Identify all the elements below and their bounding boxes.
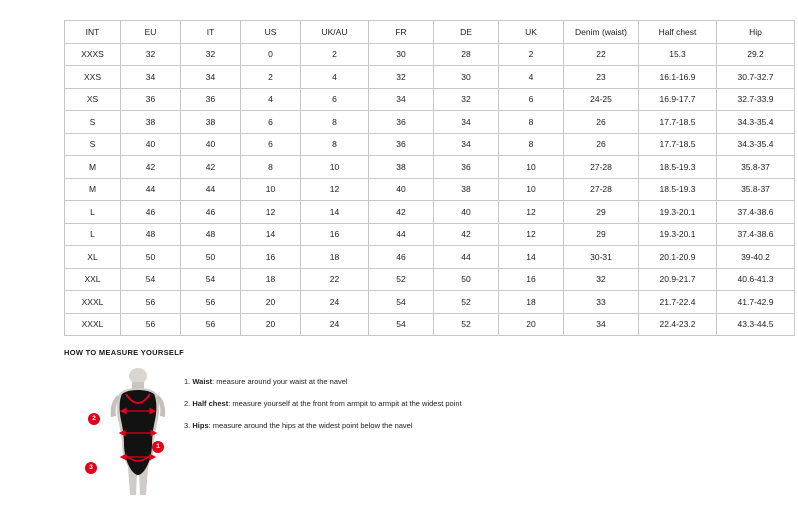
- table-cell: XXXL: [65, 313, 121, 336]
- table-row: [65, 246, 795, 269]
- table-cell: 16: [499, 268, 564, 291]
- table-cell: 40.6-41.3: [717, 268, 795, 291]
- table-cell: 16.1-16.9: [639, 66, 717, 89]
- column-header: EU: [121, 21, 181, 44]
- table-cell: 34: [434, 133, 499, 156]
- table-cell: 26: [564, 111, 639, 134]
- table-cell: XS: [65, 88, 121, 111]
- table-row: [65, 88, 795, 111]
- table-cell: 34: [434, 111, 499, 134]
- badge-hips: 3: [85, 462, 97, 474]
- column-header: Hip: [717, 21, 795, 44]
- table-cell: 38: [121, 111, 181, 134]
- table-cell: L: [65, 223, 121, 246]
- table-cell: 18: [499, 291, 564, 314]
- table-cell: 20: [241, 291, 301, 314]
- table-cell: 32: [181, 43, 241, 66]
- table-cell: 30.7-32.7: [717, 66, 795, 89]
- table-row: [65, 66, 795, 89]
- table-cell: 10: [241, 178, 301, 201]
- table-cell: 50: [121, 246, 181, 269]
- step-text: : measure around your waist at the navel: [212, 377, 348, 386]
- table-cell: XXL: [65, 268, 121, 291]
- table-cell: 39-40.2: [717, 246, 795, 269]
- column-header: Half chest: [639, 21, 717, 44]
- table-cell: 35.8-37: [717, 156, 795, 179]
- table-cell: 8: [499, 111, 564, 134]
- column-header: INT: [65, 21, 121, 44]
- table-cell: 52: [369, 268, 434, 291]
- table-cell: 34.3-35.4: [717, 133, 795, 156]
- table-cell: 24: [301, 313, 369, 336]
- table-cell: 30: [369, 43, 434, 66]
- table-cell: XXXS: [65, 43, 121, 66]
- column-header: FR: [369, 21, 434, 44]
- table-cell: 17.7-18.5: [639, 133, 717, 156]
- step-number: 1.: [184, 377, 191, 386]
- table-cell: 19.3-20.1: [639, 223, 717, 246]
- table-cell: 46: [369, 246, 434, 269]
- table-cell: 27-28: [564, 178, 639, 201]
- figure-column: [64, 365, 184, 505]
- table-cell: 32.7-33.9: [717, 88, 795, 111]
- table-cell: 15.3: [639, 43, 717, 66]
- table-cell: 56: [181, 313, 241, 336]
- table-cell: 14: [499, 246, 564, 269]
- table-cell: 20: [499, 313, 564, 336]
- table-cell: 14: [241, 223, 301, 246]
- table-cell: 40: [181, 133, 241, 156]
- table-row: [65, 201, 795, 224]
- table-cell: 40: [434, 201, 499, 224]
- table-cell: 36: [369, 133, 434, 156]
- table-cell: 38: [369, 156, 434, 179]
- column-header: IT: [181, 21, 241, 44]
- column-header: Denim (waist): [564, 21, 639, 44]
- table-cell: 4: [241, 88, 301, 111]
- table-cell: 18.5-19.3: [639, 156, 717, 179]
- table-cell: 34: [181, 66, 241, 89]
- table-cell: 4: [301, 66, 369, 89]
- column-header: UK/AU: [301, 21, 369, 44]
- table-cell: 36: [181, 88, 241, 111]
- table-cell: 2: [499, 43, 564, 66]
- table-cell: 54: [369, 313, 434, 336]
- step-text: : measure around the hips at the widest point below the navel: [208, 421, 413, 431]
- table-cell: 56: [121, 291, 181, 314]
- table-cell: 12: [241, 201, 301, 224]
- step-number: 2.: [184, 399, 191, 409]
- measure-body: [64, 365, 734, 505]
- table-cell: 44: [181, 178, 241, 201]
- table-cell: 8: [301, 133, 369, 156]
- table-cell: XL: [65, 246, 121, 269]
- table-cell: 8: [241, 156, 301, 179]
- badge-half-chest: 2: [88, 413, 100, 425]
- table-cell: 32: [369, 66, 434, 89]
- table-cell: 21.7-22.4: [639, 291, 717, 314]
- table-cell: 16.9-17.7: [639, 88, 717, 111]
- table-row: [65, 268, 795, 291]
- table-cell: 20.9-21.7: [639, 268, 717, 291]
- column-header: US: [241, 21, 301, 44]
- table-cell: 40: [121, 133, 181, 156]
- table-cell: 43.3-44.5: [717, 313, 795, 336]
- table-cell: 22.4-23.2: [639, 313, 717, 336]
- table-cell: 24: [301, 291, 369, 314]
- table-cell: 26: [564, 133, 639, 156]
- table-cell: 42: [121, 156, 181, 179]
- table-cell: 54: [121, 268, 181, 291]
- table-cell: 12: [499, 223, 564, 246]
- table-cell: 29: [564, 201, 639, 224]
- step-term: Half chest: [192, 399, 229, 409]
- table-cell: 35.8-37: [717, 178, 795, 201]
- table-cell: 33: [564, 291, 639, 314]
- table-cell: 18: [301, 246, 369, 269]
- table-row: [65, 223, 795, 246]
- table-cell: 48: [121, 223, 181, 246]
- table-cell: 48: [181, 223, 241, 246]
- table-cell: 28: [434, 43, 499, 66]
- table-row: [65, 111, 795, 134]
- measure-step: [184, 377, 734, 387]
- table-row: [65, 43, 795, 66]
- table-cell: XXS: [65, 66, 121, 89]
- table-cell: 38: [434, 178, 499, 201]
- table-cell: M: [65, 178, 121, 201]
- table-cell: 18: [241, 268, 301, 291]
- mannequin-illustration: [98, 367, 178, 502]
- table-cell: 18.5-19.3: [639, 178, 717, 201]
- table-cell: 50: [181, 246, 241, 269]
- table-cell: 16: [241, 246, 301, 269]
- table-cell: 14: [301, 201, 369, 224]
- table-cell: 10: [499, 178, 564, 201]
- measure-step: [184, 421, 734, 431]
- table-cell: 30-31: [564, 246, 639, 269]
- table-cell: 22: [564, 43, 639, 66]
- measure-step: [184, 399, 734, 409]
- table-cell: 12: [499, 201, 564, 224]
- table-cell: 54: [369, 291, 434, 314]
- table-cell: 12: [301, 178, 369, 201]
- table-cell: 32: [564, 268, 639, 291]
- table-cell: 29.2: [717, 43, 795, 66]
- table-cell: 42: [181, 156, 241, 179]
- step-number: 3.: [184, 421, 191, 431]
- table-cell: 38: [181, 111, 241, 134]
- table-cell: 34: [121, 66, 181, 89]
- table-cell: 22: [301, 268, 369, 291]
- table-cell: 44: [434, 246, 499, 269]
- table-cell: 10: [301, 156, 369, 179]
- column-header: DE: [434, 21, 499, 44]
- table-cell: 10: [499, 156, 564, 179]
- table-cell: 46: [121, 201, 181, 224]
- badge-waist: 1: [152, 441, 164, 453]
- table-cell: 52: [434, 291, 499, 314]
- measure-steps: [184, 365, 734, 443]
- table-row: [65, 178, 795, 201]
- table-cell: 4: [499, 66, 564, 89]
- table-cell: 41.7-42.9: [717, 291, 795, 314]
- table-cell: 44: [121, 178, 181, 201]
- step-term: Waist: [192, 377, 213, 386]
- table-cell: 56: [181, 291, 241, 314]
- table-cell: 32: [434, 88, 499, 111]
- table-cell: 8: [301, 111, 369, 134]
- table-row: [65, 156, 795, 179]
- table-cell: 6: [301, 88, 369, 111]
- table-cell: 37.4-38.6: [717, 223, 795, 246]
- table-cell: 19.3-20.1: [639, 201, 717, 224]
- table-cell: 34.3-35.4: [717, 111, 795, 134]
- table-cell: 20: [241, 313, 301, 336]
- table-cell: 6: [499, 88, 564, 111]
- table-cell: M: [65, 156, 121, 179]
- table-row: [65, 291, 795, 314]
- how-to-measure-section: [64, 348, 734, 505]
- table-cell: 37.4-38.6: [717, 201, 795, 224]
- table-cell: 36: [434, 156, 499, 179]
- table-cell: 34: [564, 313, 639, 336]
- table-cell: 2: [241, 66, 301, 89]
- table-cell: 46: [181, 201, 241, 224]
- table-cell: 32: [121, 43, 181, 66]
- table-header-row: [65, 21, 795, 44]
- table-cell: 27-28: [564, 156, 639, 179]
- table-cell: L: [65, 201, 121, 224]
- table-cell: 42: [369, 201, 434, 224]
- table-cell: 17.7-18.5: [639, 111, 717, 134]
- size-chart-table: [64, 20, 795, 336]
- table-cell: 2: [301, 43, 369, 66]
- step-text: : measure yourself at the front from armpit to armpit at the widest point: [228, 399, 462, 409]
- table-cell: 40: [369, 178, 434, 201]
- table-row: [65, 313, 795, 336]
- column-header: UK: [499, 21, 564, 44]
- table-cell: 29: [564, 223, 639, 246]
- table-cell: S: [65, 133, 121, 156]
- table-cell: 8: [499, 133, 564, 156]
- table-cell: 50: [434, 268, 499, 291]
- table-cell: 56: [121, 313, 181, 336]
- table-cell: 30: [434, 66, 499, 89]
- table-cell: 6: [241, 111, 301, 134]
- size-chart-container: [64, 20, 774, 336]
- table-row: [65, 133, 795, 156]
- table-cell: 24-25: [564, 88, 639, 111]
- step-term: Hips: [192, 421, 209, 431]
- table-cell: 36: [369, 111, 434, 134]
- table-cell: S: [65, 111, 121, 134]
- table-cell: 6: [241, 133, 301, 156]
- table-cell: 36: [121, 88, 181, 111]
- table-cell: 54: [181, 268, 241, 291]
- table-cell: 0: [241, 43, 301, 66]
- table-cell: 23: [564, 66, 639, 89]
- table-cell: 34: [369, 88, 434, 111]
- section-title: HOW TO MEASURE YOURSELF: [64, 348, 184, 357]
- table-cell: 42: [434, 223, 499, 246]
- table-cell: 16: [301, 223, 369, 246]
- table-cell: XXXL: [65, 291, 121, 314]
- table-cell: 52: [434, 313, 499, 336]
- table-cell: 44: [369, 223, 434, 246]
- table-cell: 20.1-20.9: [639, 246, 717, 269]
